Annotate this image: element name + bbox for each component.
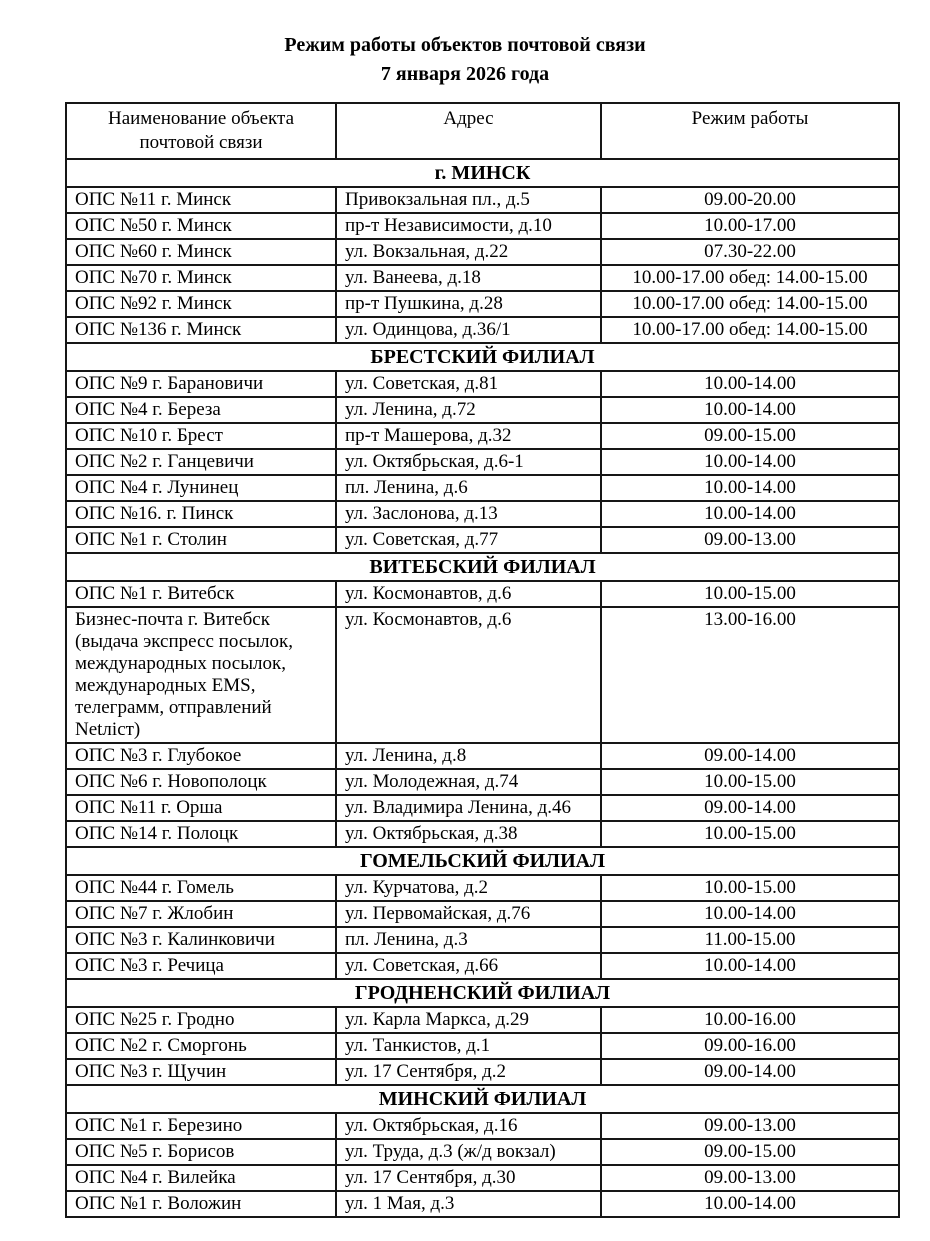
cell-address: ул. Ванеева, д.18 [336,265,601,291]
cell-name: Бизнес-почта г. Витебск (выдача экспресс посылок, международных посылок, международных EMS, телеграмм, отправлений Netліст) [66,607,336,743]
cell-address: ул. Молодежная, д.74 [336,769,601,795]
cell-address: ул. Ленина, д.72 [336,397,601,423]
cell-name: ОПС №50 г. Минск [66,213,336,239]
cell-hours: 10.00-15.00 [601,821,899,847]
cell-address: ул. Советская, д.81 [336,371,601,397]
table-row [66,475,899,501]
cell-address: пр-т Машерова, д.32 [336,423,601,449]
cell-address: ул. Владимира Ленина, д.46 [336,795,601,821]
cell-address: ул. Октябрьская, д.16 [336,1113,601,1139]
cell-address: ул. Труда, д.3 (ж/д вокзал) [336,1139,601,1165]
cell-hours: 10.00-14.00 [601,953,899,979]
cell-address: ул. Танкистов, д.1 [336,1033,601,1059]
cell-name: ОПС №2 г. Ганцевичи [66,449,336,475]
table-row [66,1033,899,1059]
section-title: г. МИНСК [66,159,899,187]
table-row [66,449,899,475]
cell-address: пл. Ленина, д.3 [336,927,601,953]
document-title [0,31,930,89]
table-row [66,501,899,527]
section-title: ВИТЕБСКИЙ ФИЛИАЛ [66,553,899,581]
cell-address: пл. Ленина, д.6 [336,475,601,501]
table-row [66,743,899,769]
column-header-address: Адрес [336,103,601,159]
table-row [66,581,899,607]
section-title: МИНСКИЙ ФИЛИАЛ [66,1085,899,1113]
cell-hours: 10.00-17.00 обед: 14.00-15.00 [601,265,899,291]
cell-name: ОПС №60 г. Минск [66,239,336,265]
cell-address: ул. Космонавтов, д.6 [336,607,601,743]
section-header-row [66,1085,899,1113]
cell-address: ул. Вокзальная, д.22 [336,239,601,265]
cell-address: ул. Одинцова, д.36/1 [336,317,601,343]
cell-name: ОПС №3 г. Щучин [66,1059,336,1085]
table-row [66,213,899,239]
cell-hours: 09.00-13.00 [601,1165,899,1191]
cell-address: пр-т Пушкина, д.28 [336,291,601,317]
table-row [66,423,899,449]
table-row [66,1139,899,1165]
cell-hours: 09.00-14.00 [601,1059,899,1085]
cell-hours: 10.00-15.00 [601,875,899,901]
cell-name: ОПС №4 г. Вилейка [66,1165,336,1191]
cell-address: ул. Первомайская, д.76 [336,901,601,927]
cell-address: ул. Ленина, д.8 [336,743,601,769]
cell-hours: 10.00-17.00 обед: 14.00-15.00 [601,317,899,343]
cell-name: ОПС №16. г. Пинск [66,501,336,527]
table-row [66,527,899,553]
cell-address: Привокзальная пл., д.5 [336,187,601,213]
cell-name: ОПС №14 г. Полоцк [66,821,336,847]
table-row [66,317,899,343]
cell-name: ОПС №4 г. Береза [66,397,336,423]
cell-address: ул. Советская, д.77 [336,527,601,553]
table-row [66,239,899,265]
table-row [66,397,899,423]
cell-address: ул. Октябрьская, д.6-1 [336,449,601,475]
cell-address: ул. Октябрьская, д.38 [336,821,601,847]
cell-name: ОПС №136 г. Минск [66,317,336,343]
cell-hours: 09.00-14.00 [601,795,899,821]
cell-hours: 10.00-14.00 [601,901,899,927]
table-row [66,1113,899,1139]
cell-hours: 09.00-14.00 [601,743,899,769]
cell-hours: 10.00-14.00 [601,1191,899,1217]
table-row [66,1059,899,1085]
cell-name: ОПС №3 г. Глубокое [66,743,336,769]
table-row [66,927,899,953]
cell-hours: 10.00-15.00 [601,769,899,795]
cell-hours: 10.00-16.00 [601,1007,899,1033]
column-header-name: Наименование объекта почтовой связи [66,103,336,159]
cell-hours: 10.00-14.00 [601,449,899,475]
cell-address: ул. 17 Сентября, д.2 [336,1059,601,1085]
cell-name: ОПС №92 г. Минск [66,291,336,317]
table-row [66,265,899,291]
cell-hours: 09.00-13.00 [601,527,899,553]
cell-hours: 10.00-14.00 [601,501,899,527]
cell-hours: 09.00-13.00 [601,1113,899,1139]
cell-hours: 10.00-17.00 обед: 14.00-15.00 [601,291,899,317]
cell-name: ОПС №4 г. Лунинец [66,475,336,501]
cell-hours: 09.00-20.00 [601,187,899,213]
postal-schedule-table [65,102,900,1218]
cell-hours: 10.00-17.00 [601,213,899,239]
table-row [66,291,899,317]
section-header-row [66,159,899,187]
cell-address: пр-т Независимости, д.10 [336,213,601,239]
table-row [66,901,899,927]
table-row [66,607,899,743]
table-row [66,953,899,979]
title-line-2: 7 января 2026 года [380,63,550,85]
cell-address: ул. Космонавтов, д.6 [336,581,601,607]
cell-hours: 10.00-14.00 [601,397,899,423]
section-header-row [66,343,899,371]
cell-hours: 10.00-14.00 [601,371,899,397]
cell-hours: 09.00-16.00 [601,1033,899,1059]
table-row [66,1007,899,1033]
table-row [66,1165,899,1191]
cell-name: ОПС №1 г. Витебск [66,581,336,607]
cell-address: ул. Заслонова, д.13 [336,501,601,527]
cell-name: ОПС №1 г. Березино [66,1113,336,1139]
cell-name: ОПС №70 г. Минск [66,265,336,291]
cell-name: ОПС №3 г. Речица [66,953,336,979]
cell-name: ОПС №5 г. Борисов [66,1139,336,1165]
cell-name: ОПС №11 г. Минск [66,187,336,213]
section-title: ГРОДНЕНСКИЙ ФИЛИАЛ [66,979,899,1007]
cell-hours: 10.00-15.00 [601,581,899,607]
cell-name: ОПС №10 г. Брест [66,423,336,449]
cell-hours: 13.00-16.00 [601,607,899,743]
cell-name: ОПС №6 г. Новополоцк [66,769,336,795]
title-line-1: Режим работы объектов почтовой связи [284,34,646,56]
section-title: БРЕСТСКИЙ ФИЛИАЛ [66,343,899,371]
table-row [66,371,899,397]
table-row [66,875,899,901]
cell-name: ОПС №7 г. Жлобин [66,901,336,927]
section-header-row [66,553,899,581]
table-row [66,821,899,847]
table-row [66,1191,899,1217]
section-header-row [66,979,899,1007]
table-row [66,795,899,821]
cell-address: ул. 1 Мая, д.3 [336,1191,601,1217]
cell-hours: 09.00-15.00 [601,1139,899,1165]
cell-hours: 10.00-14.00 [601,475,899,501]
column-header-hours: Режим работы [601,103,899,159]
cell-name: ОПС №9 г. Барановичи [66,371,336,397]
table-row [66,769,899,795]
cell-name: ОПС №1 г. Столин [66,527,336,553]
table-row [66,187,899,213]
cell-hours: 11.00-15.00 [601,927,899,953]
cell-hours: 09.00-15.00 [601,423,899,449]
cell-address: ул. Карла Маркса, д.29 [336,1007,601,1033]
table-header-row [66,103,899,159]
cell-name: ОПС №11 г. Орша [66,795,336,821]
cell-name: ОПС №2 г. Сморгонь [66,1033,336,1059]
cell-address: ул. Советская, д.66 [336,953,601,979]
section-title: ГОМЕЛЬСКИЙ ФИЛИАЛ [66,847,899,875]
cell-name: ОПС №1 г. Воложин [66,1191,336,1217]
cell-name: ОПС №44 г. Гомель [66,875,336,901]
cell-hours: 07.30-22.00 [601,239,899,265]
cell-name: ОПС №3 г. Калинковичи [66,927,336,953]
cell-name: ОПС №25 г. Гродно [66,1007,336,1033]
section-header-row [66,847,899,875]
cell-address: ул. Курчатова, д.2 [336,875,601,901]
cell-address: ул. 17 Сентября, д.30 [336,1165,601,1191]
